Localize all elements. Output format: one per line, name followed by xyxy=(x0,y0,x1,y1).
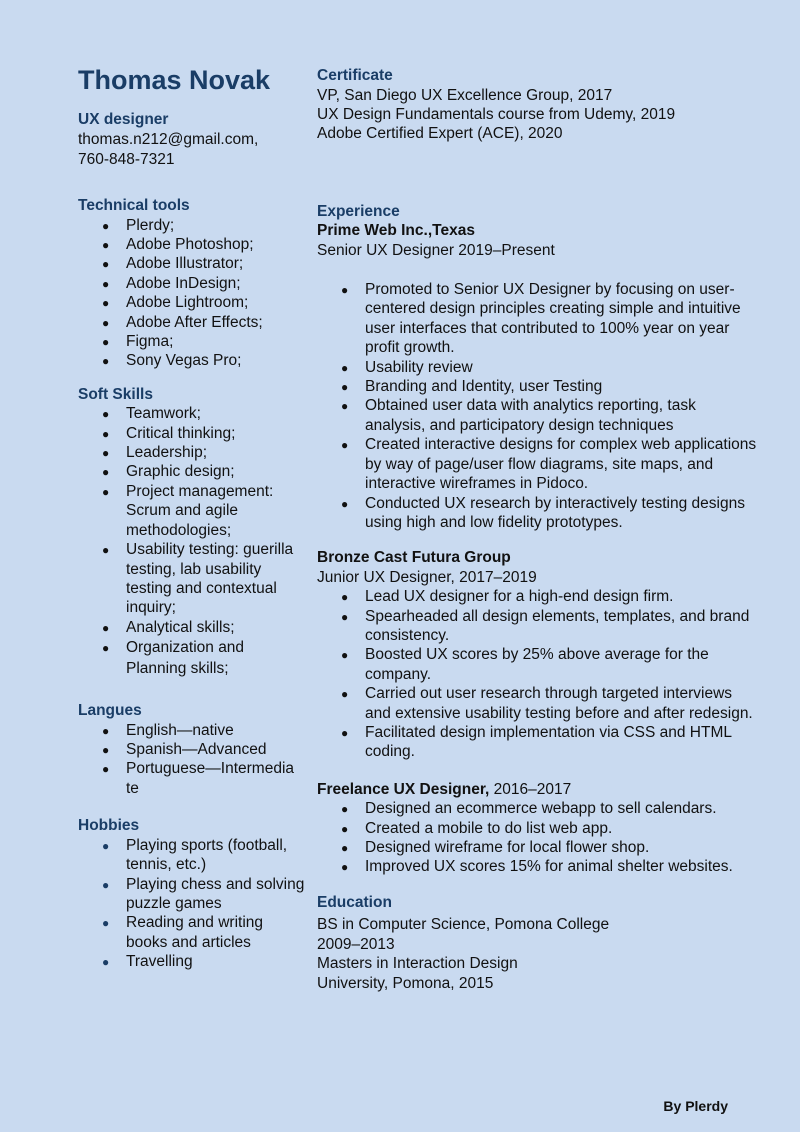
list-item: ● Carried out user research through targeted interviews and extensive usability testing before and after redesign. xyxy=(365,684,757,723)
experience-section xyxy=(317,202,757,877)
right-column xyxy=(317,66,757,993)
education-section xyxy=(317,893,757,993)
list-item: ● English—native xyxy=(126,721,306,740)
company-name: Freelance UX Designer, xyxy=(317,780,490,798)
certificate-line: UX Design Fundamentals course from Udemy, 2019 xyxy=(317,105,676,123)
list-item: ● Organization and Planning skills; xyxy=(126,637,306,679)
hobbies-list xyxy=(78,836,306,972)
list-item: ● Teamwork; xyxy=(126,404,306,423)
list-item: ● Promoted to Senior UX Designer by focusing on user-centered design principles creating simple and intuitive user interfaces that contributed to 100% year on year profit growth. xyxy=(365,280,757,358)
list-item: ● Playing sports (football, tennis, etc.) xyxy=(126,836,306,875)
job-entry xyxy=(317,780,757,877)
certificate-section xyxy=(317,66,757,144)
list-item: ● Travelling xyxy=(126,952,306,971)
list-item: ● Conducted UX research by interactively testing designs using high and low fidelity prototypes. xyxy=(365,494,757,533)
technical-tools-heading: Technical tools xyxy=(78,197,190,214)
list-item: ● Adobe Lightroom; xyxy=(126,293,306,312)
hobbies-heading: Hobbies xyxy=(78,817,140,835)
job-role: 2016–2017 xyxy=(489,780,572,798)
list-item: ● Critical thinking; xyxy=(126,424,306,443)
job-entry xyxy=(317,221,757,532)
education-line: BS in Computer Science, Pomona College xyxy=(317,916,610,934)
list-item: ● Usability testing: guerilla testing, lab usability testing and contextual inquiry; xyxy=(126,540,306,618)
list-item: ● Boosted UX scores by 25% above average for the company. xyxy=(365,645,757,684)
job-role: Junior UX Designer, 2017–2019 xyxy=(317,568,537,586)
left-column xyxy=(78,62,306,972)
job-title: UX designer xyxy=(78,111,169,128)
soft-skills-section xyxy=(78,385,306,679)
list-item: ● Spanish—Advanced xyxy=(126,740,306,759)
list-item: ● Adobe Photoshop; xyxy=(126,235,306,254)
job-heading xyxy=(317,780,757,799)
footer-credit: By Plerdy xyxy=(663,1098,728,1114)
list-item: ● Analytical skills; xyxy=(126,618,306,637)
list-item: ● Project management: Scrum and agile methodologies; xyxy=(126,482,306,540)
education-line: 2009–2013 xyxy=(317,935,395,953)
list-item: ● Spearheaded all design elements, templates, and brand consistency. xyxy=(365,607,757,646)
list-item: ● Created a mobile to do list web app. xyxy=(365,819,757,838)
list-item: ● Sony Vegas Pro; xyxy=(126,351,306,370)
technical-tools-section xyxy=(78,196,306,371)
list-item: ● Plerdy; xyxy=(126,216,306,235)
company-name: Prime Web Inc.,Texas xyxy=(317,222,475,240)
list-item: ● Graphic design; xyxy=(126,462,306,481)
technical-tools-list xyxy=(78,216,306,371)
contact-email: thomas.n212@gmail.com, xyxy=(78,131,259,148)
company-name: Bronze Cast Futura Group xyxy=(317,549,511,567)
languages-heading: Langues xyxy=(78,702,142,720)
list-item: ● Leadership; xyxy=(126,443,306,462)
job-bullets xyxy=(317,587,757,762)
job-role: Senior UX Designer 2019–Present xyxy=(317,241,555,259)
list-item: ● Adobe InDesign; xyxy=(126,274,306,293)
job-bullets xyxy=(317,799,757,877)
languages-list xyxy=(78,721,306,799)
list-item: ● Adobe After Effects; xyxy=(126,313,306,332)
list-item: ● Facilitated design implementation via CSS and HTML coding. xyxy=(365,723,757,762)
soft-skills-list xyxy=(78,404,306,679)
list-item: ● Usability review xyxy=(365,358,757,377)
list-item: ● Designed an ecommerce webapp to sell calendars. xyxy=(365,799,757,818)
education-line: University, Pomona, 2015 xyxy=(317,974,494,992)
soft-skills-heading: Soft Skills xyxy=(78,385,153,403)
candidate-name: Thomas Novak xyxy=(78,65,271,95)
list-item: ● Obtained user data with analytics reporting, task analysis, and participatory design techniques xyxy=(365,396,757,435)
list-item: ● Reading and writing books and articles xyxy=(126,913,306,952)
education-heading: Education xyxy=(317,893,392,911)
job-bullets xyxy=(317,280,757,532)
certificate-heading: Certificate xyxy=(317,67,393,84)
certificate-line: VP, San Diego UX Excellence Group, 2017 xyxy=(317,86,613,104)
list-item: ● Figma; xyxy=(126,332,306,351)
education-line: Masters in Interaction Design xyxy=(317,955,518,973)
experience-heading: Experience xyxy=(317,202,400,220)
list-item: ● Designed wireframe for local flower shop. xyxy=(365,838,757,857)
list-item: ● Lead UX designer for a high-end design firm. xyxy=(365,587,757,606)
job-entry xyxy=(317,548,757,761)
list-item: ● Branding and Identity, user Testing xyxy=(365,377,757,396)
list-item: ● Created interactive designs for complex web applications by way of page/user flow diagrams, site maps, and interactive wireframes in Pidoco. xyxy=(365,435,757,493)
certificate-line: Adobe Certified Expert (ACE), 2020 xyxy=(317,125,563,143)
list-item: ● Adobe Illustrator; xyxy=(126,254,306,273)
languages-section xyxy=(78,701,306,798)
hobbies-section xyxy=(78,816,306,971)
list-item: ● Playing chess and solving puzzle games xyxy=(126,875,306,914)
list-item: ● Improved UX scores 15% for animal shelter websites. xyxy=(365,857,757,876)
contact-phone: 760-848-7321 xyxy=(78,150,175,168)
list-item: ● Portuguese—Intermedia te xyxy=(126,759,306,798)
